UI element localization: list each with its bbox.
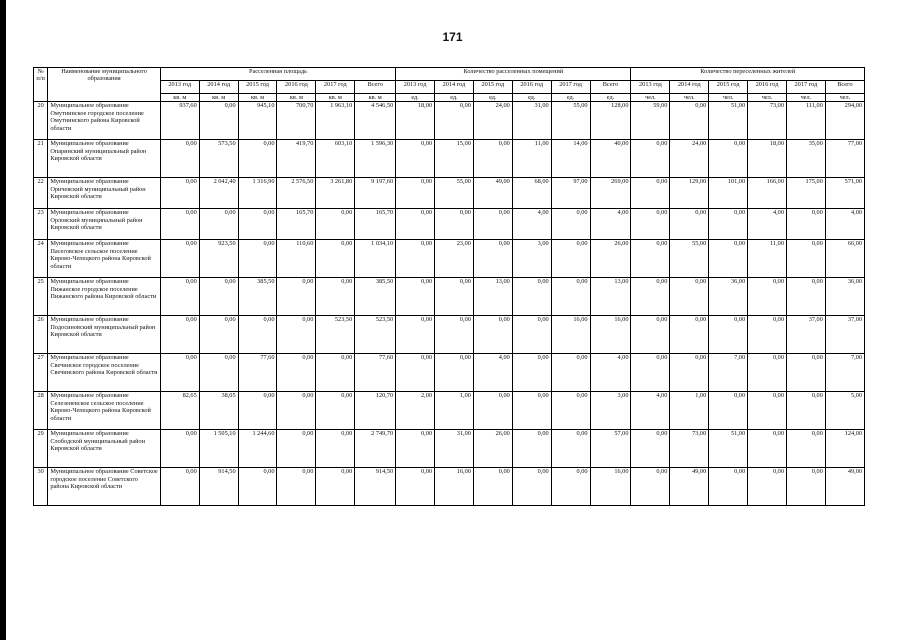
value-cell: 0,00: [786, 278, 825, 316]
municipality-name: Муниципальное образование Оричевский муниципальный район Кировской области: [48, 178, 161, 209]
value-cell: 0,00: [160, 178, 199, 209]
header-year: 2016 год: [277, 81, 316, 94]
header-year: 2016 год: [512, 81, 551, 94]
value-cell: 1 244,60: [238, 430, 277, 468]
value-cell: 101,00: [709, 178, 748, 209]
row-number: 26: [34, 316, 48, 354]
value-cell: 0,00: [551, 468, 590, 506]
value-cell: 0,00: [551, 430, 590, 468]
row-number: 30: [34, 468, 48, 506]
value-cell: 0,00: [748, 468, 787, 506]
value-cell: 68,00: [512, 178, 551, 209]
row-number: 21: [34, 140, 48, 178]
value-cell: 923,50: [199, 240, 238, 278]
value-cell: 77,00: [825, 140, 864, 178]
value-cell: 0,00: [551, 240, 590, 278]
value-cell: 0,00: [396, 178, 435, 209]
value-cell: 0,00: [435, 278, 474, 316]
value-cell: 4,00: [590, 209, 631, 240]
value-cell: 0,00: [631, 209, 670, 240]
value-cell: 0,00: [396, 468, 435, 506]
value-cell: 23,00: [435, 240, 474, 278]
value-cell: 24,00: [670, 140, 709, 178]
municipality-name: Муниципальное образование Советское городское поселение Советского района Кировской области: [48, 468, 161, 506]
value-cell: 0,00: [631, 240, 670, 278]
value-cell: 0,00: [277, 468, 316, 506]
value-cell: 0,00: [277, 392, 316, 430]
value-cell: 40,00: [590, 140, 631, 178]
value-cell: 0,00: [238, 140, 277, 178]
value-cell: 0,00: [709, 468, 748, 506]
value-cell: 18,00: [748, 140, 787, 178]
value-cell: 5,00: [825, 392, 864, 430]
header-year: 2015 год: [238, 81, 277, 94]
value-cell: 385,50: [355, 278, 396, 316]
row-number: 29: [34, 430, 48, 468]
value-cell: 15,00: [435, 140, 474, 178]
value-cell: 0,00: [160, 278, 199, 316]
value-cell: 59,00: [631, 102, 670, 140]
value-cell: 0,00: [512, 468, 551, 506]
header-unit: ед.: [551, 94, 590, 102]
header-year: 2014 год: [199, 81, 238, 94]
value-cell: 0,00: [238, 240, 277, 278]
value-cell: 2,00: [396, 392, 435, 430]
value-cell: 0,00: [631, 178, 670, 209]
value-cell: 0,00: [435, 354, 474, 392]
value-cell: 2 749,70: [355, 430, 396, 468]
municipality-name: Муниципальное образование Подосиновский муниципальный район Кировской области: [48, 316, 161, 354]
value-cell: 0,00: [709, 140, 748, 178]
table-row: [34, 278, 865, 316]
value-cell: 24,00: [473, 102, 512, 140]
value-cell: 13,00: [473, 278, 512, 316]
table-row: [34, 178, 865, 209]
row-number: 20: [34, 102, 48, 140]
value-cell: 7,00: [709, 354, 748, 392]
value-cell: 0,00: [160, 140, 199, 178]
value-cell: 0,00: [786, 209, 825, 240]
municipality-name: Муниципальное образование Селезеневское сельское поселение Кирово-Чепецкого района Кировской области: [48, 392, 161, 430]
value-cell: 55,00: [670, 240, 709, 278]
value-cell: 0,00: [199, 209, 238, 240]
value-cell: 73,00: [670, 430, 709, 468]
value-cell: 0,00: [316, 392, 355, 430]
value-cell: 700,70: [277, 102, 316, 140]
value-cell: 0,00: [160, 430, 199, 468]
municipality-name: Муниципальное образование Пасеговское сельское поселение Кирово-Чепецкого района Кировской области: [48, 240, 161, 278]
header-year: Всего: [355, 81, 396, 94]
value-cell: 11,00: [512, 140, 551, 178]
value-cell: 0,00: [631, 430, 670, 468]
header-group: Количество расселенных помещений: [396, 68, 631, 81]
value-cell: 1 316,90: [238, 178, 277, 209]
value-cell: 945,10: [238, 102, 277, 140]
value-cell: 0,00: [512, 354, 551, 392]
value-cell: 0,00: [473, 468, 512, 506]
value-cell: 0,00: [316, 209, 355, 240]
value-cell: 0,00: [396, 140, 435, 178]
value-cell: 4,00: [825, 209, 864, 240]
header-unit: чел.: [670, 94, 709, 102]
value-cell: 13,00: [590, 278, 631, 316]
value-cell: 0,00: [396, 278, 435, 316]
header-row-number: № п/п: [34, 68, 48, 102]
value-cell: 0,00: [670, 354, 709, 392]
value-cell: 0,00: [748, 278, 787, 316]
value-cell: 16,00: [435, 468, 474, 506]
header-unit: ед.: [590, 94, 631, 102]
value-cell: 1 596,30: [355, 140, 396, 178]
table-row: [34, 240, 865, 278]
value-cell: 0,00: [551, 278, 590, 316]
value-cell: 0,00: [748, 392, 787, 430]
value-cell: 165,70: [355, 209, 396, 240]
value-cell: 0,00: [316, 240, 355, 278]
municipality-name: Муниципальное образование Слободской муниципальный район Кировской области: [48, 430, 161, 468]
value-cell: 0,00: [473, 140, 512, 178]
header-year: Всего: [825, 81, 864, 94]
municipality-name: Муниципальное образование Опаринский муниципальный район Кировской области: [48, 140, 161, 178]
value-cell: 603,10: [316, 140, 355, 178]
value-cell: 523,50: [355, 316, 396, 354]
value-cell: 0,00: [473, 240, 512, 278]
value-cell: 0,00: [396, 354, 435, 392]
value-cell: 0,00: [473, 316, 512, 354]
value-cell: 0,00: [709, 240, 748, 278]
value-cell: 1 034,10: [355, 240, 396, 278]
value-cell: 0,00: [316, 468, 355, 506]
value-cell: 1 963,10: [316, 102, 355, 140]
value-cell: 0,00: [631, 278, 670, 316]
header-year: Всего: [590, 81, 631, 94]
header-year: 2013 год: [160, 81, 199, 94]
value-cell: 0,00: [435, 209, 474, 240]
row-number: 25: [34, 278, 48, 316]
value-cell: 0,00: [709, 392, 748, 430]
value-cell: 523,50: [316, 316, 355, 354]
header-year: 2014 год: [670, 81, 709, 94]
value-cell: 0,00: [473, 209, 512, 240]
value-cell: 0,00: [748, 316, 787, 354]
value-cell: 419,70: [277, 140, 316, 178]
value-cell: 77,60: [355, 354, 396, 392]
value-cell: 0,00: [786, 354, 825, 392]
value-cell: 0,00: [786, 468, 825, 506]
value-cell: 0,00: [670, 278, 709, 316]
header-unit: кв. м: [160, 94, 199, 102]
row-number: 22: [34, 178, 48, 209]
value-cell: 120,70: [355, 392, 396, 430]
municipality-name: Муниципальное образование Пижанское городское поселение Пижанского района Кировской области: [48, 278, 161, 316]
header-unit: чел.: [786, 94, 825, 102]
value-cell: 51,00: [709, 430, 748, 468]
header-year: 2015 год: [473, 81, 512, 94]
scan-left-edge: [0, 0, 6, 640]
header-unit: ед.: [512, 94, 551, 102]
value-cell: 0,00: [631, 468, 670, 506]
value-cell: 49,00: [825, 468, 864, 506]
value-cell: 0,00: [551, 354, 590, 392]
header-unit: ед.: [396, 94, 435, 102]
header-unit: кв. м: [316, 94, 355, 102]
value-cell: 0,00: [435, 316, 474, 354]
row-number: 24: [34, 240, 48, 278]
value-cell: 914,50: [199, 468, 238, 506]
value-cell: 18,00: [396, 102, 435, 140]
value-cell: 26,00: [590, 240, 631, 278]
value-cell: 3 261,80: [316, 178, 355, 209]
value-cell: 0,00: [160, 240, 199, 278]
header-municipality-name: Наименование муниципального образования: [48, 68, 161, 102]
value-cell: 0,00: [238, 468, 277, 506]
value-cell: 0,00: [512, 392, 551, 430]
value-cell: 165,70: [277, 209, 316, 240]
value-cell: 937,60: [160, 102, 199, 140]
value-cell: 571,00: [825, 178, 864, 209]
value-cell: 16,00: [590, 468, 631, 506]
value-cell: 35,00: [786, 140, 825, 178]
value-cell: 0,00: [160, 209, 199, 240]
header-group: Расселенная площадь: [160, 68, 395, 81]
value-cell: 111,00: [786, 102, 825, 140]
header-year: 2013 год: [396, 81, 435, 94]
value-cell: 1,00: [670, 392, 709, 430]
value-cell: 1 505,10: [199, 430, 238, 468]
value-cell: 0,00: [396, 316, 435, 354]
value-cell: 4,00: [590, 354, 631, 392]
value-cell: 16,00: [590, 316, 631, 354]
header-year: 2013 год: [631, 81, 670, 94]
value-cell: 0,00: [199, 102, 238, 140]
value-cell: 573,50: [199, 140, 238, 178]
value-cell: 0,00: [160, 354, 199, 392]
value-cell: 0,00: [786, 392, 825, 430]
header-unit: чел.: [825, 94, 864, 102]
value-cell: 31,00: [435, 430, 474, 468]
value-cell: 0,00: [160, 468, 199, 506]
value-cell: 0,00: [396, 240, 435, 278]
value-cell: 26,00: [473, 430, 512, 468]
value-cell: 4,00: [473, 354, 512, 392]
value-cell: 0,00: [786, 430, 825, 468]
table-row: [34, 392, 865, 430]
value-cell: 0,00: [631, 316, 670, 354]
value-cell: 0,00: [631, 354, 670, 392]
value-cell: 37,00: [825, 316, 864, 354]
header-unit: чел.: [709, 94, 748, 102]
municipality-name: Муниципальное образование Омутнинское городское поселение Омутнинского района Кировской области: [48, 102, 161, 140]
header-unit: кв. м: [277, 94, 316, 102]
value-cell: 0,00: [238, 316, 277, 354]
value-cell: 4,00: [631, 392, 670, 430]
value-cell: 0,00: [199, 354, 238, 392]
value-cell: 0,00: [435, 102, 474, 140]
table-row: [34, 209, 865, 240]
value-cell: 166,00: [748, 178, 787, 209]
value-cell: 14,00: [551, 140, 590, 178]
value-cell: 129,00: [670, 178, 709, 209]
value-cell: 0,00: [277, 316, 316, 354]
value-cell: 4,00: [748, 209, 787, 240]
value-cell: 7,00: [825, 354, 864, 392]
table-row: [34, 316, 865, 354]
value-cell: 9 197,60: [355, 178, 396, 209]
header-unit: чел.: [748, 94, 787, 102]
value-cell: 175,00: [786, 178, 825, 209]
value-cell: 0,00: [160, 316, 199, 354]
table-row: [34, 102, 865, 140]
value-cell: 0,00: [709, 316, 748, 354]
value-cell: 0,00: [277, 354, 316, 392]
value-cell: 0,00: [199, 316, 238, 354]
value-cell: 36,00: [825, 278, 864, 316]
value-cell: 16,00: [551, 316, 590, 354]
value-cell: 2 576,50: [277, 178, 316, 209]
value-cell: 37,00: [786, 316, 825, 354]
value-cell: 269,00: [590, 178, 631, 209]
header-year: 2017 год: [316, 81, 355, 94]
value-cell: 55,00: [551, 102, 590, 140]
header-year: 2017 год: [786, 81, 825, 94]
header-unit: ед.: [473, 94, 512, 102]
value-cell: 0,00: [316, 430, 355, 468]
value-cell: 0,00: [512, 430, 551, 468]
value-cell: 57,00: [590, 430, 631, 468]
header-year: 2014 год: [435, 81, 474, 94]
header-unit: чел.: [631, 94, 670, 102]
value-cell: 0,00: [277, 430, 316, 468]
value-cell: 66,00: [825, 240, 864, 278]
value-cell: 0,00: [670, 209, 709, 240]
value-cell: 0,00: [473, 392, 512, 430]
value-cell: 0,00: [396, 209, 435, 240]
row-number: 23: [34, 209, 48, 240]
value-cell: 2 042,40: [199, 178, 238, 209]
municipality-name: Муниципальное образование Свечинское городское поселение Свечинского района Кировской области: [48, 354, 161, 392]
value-cell: 0,00: [512, 278, 551, 316]
value-cell: 0,00: [238, 392, 277, 430]
value-cell: 55,00: [435, 178, 474, 209]
value-cell: 3,00: [590, 392, 631, 430]
value-cell: 77,60: [238, 354, 277, 392]
value-cell: 1,00: [435, 392, 474, 430]
value-cell: 0,00: [238, 209, 277, 240]
value-cell: 124,00: [825, 430, 864, 468]
header-year: 2015 год: [709, 81, 748, 94]
value-cell: 0,00: [551, 209, 590, 240]
table-row: [34, 468, 865, 506]
value-cell: 0,00: [748, 354, 787, 392]
row-number: 28: [34, 392, 48, 430]
value-cell: 0,00: [316, 354, 355, 392]
value-cell: 0,00: [396, 430, 435, 468]
table-row: [34, 430, 865, 468]
value-cell: 914,50: [355, 468, 396, 506]
header-year: 2016 год: [748, 81, 787, 94]
municipality-name: Муниципальное образование Орловский муниципальный район Кировской области: [48, 209, 161, 240]
value-cell: 36,00: [709, 278, 748, 316]
value-cell: 0,00: [551, 392, 590, 430]
header-unit: кв. м: [238, 94, 277, 102]
row-number: 27: [34, 354, 48, 392]
value-cell: 0,00: [631, 140, 670, 178]
header-unit: кв. м: [199, 94, 238, 102]
value-cell: 82,65: [160, 392, 199, 430]
value-cell: 128,00: [590, 102, 631, 140]
value-cell: 49,00: [473, 178, 512, 209]
value-cell: 3,00: [512, 240, 551, 278]
value-cell: 0,00: [199, 278, 238, 316]
value-cell: 51,00: [709, 102, 748, 140]
value-cell: 0,00: [670, 102, 709, 140]
header-group: Количество переселенных жителей: [631, 68, 865, 81]
value-cell: 294,00: [825, 102, 864, 140]
value-cell: 4,00: [512, 209, 551, 240]
value-cell: 31,00: [512, 102, 551, 140]
value-cell: 0,00: [277, 278, 316, 316]
table-row: [34, 140, 865, 178]
table-row: [34, 354, 865, 392]
value-cell: 0,00: [748, 430, 787, 468]
value-cell: 385,50: [238, 278, 277, 316]
header-unit: кв. м: [355, 94, 396, 102]
value-cell: 4 546,50: [355, 102, 396, 140]
value-cell: 0,00: [786, 240, 825, 278]
value-cell: 0,00: [709, 209, 748, 240]
value-cell: 0,00: [512, 316, 551, 354]
header-year: 2017 год: [551, 81, 590, 94]
value-cell: 110,60: [277, 240, 316, 278]
value-cell: 97,00: [551, 178, 590, 209]
value-cell: 11,00: [748, 240, 787, 278]
header-unit: ед.: [435, 94, 474, 102]
page-number: 171: [442, 30, 463, 44]
value-cell: 38,05: [199, 392, 238, 430]
value-cell: 73,00: [748, 102, 787, 140]
value-cell: 0,00: [670, 316, 709, 354]
value-cell: 0,00: [316, 278, 355, 316]
value-cell: 49,00: [670, 468, 709, 506]
resettlement-table: [33, 67, 865, 506]
